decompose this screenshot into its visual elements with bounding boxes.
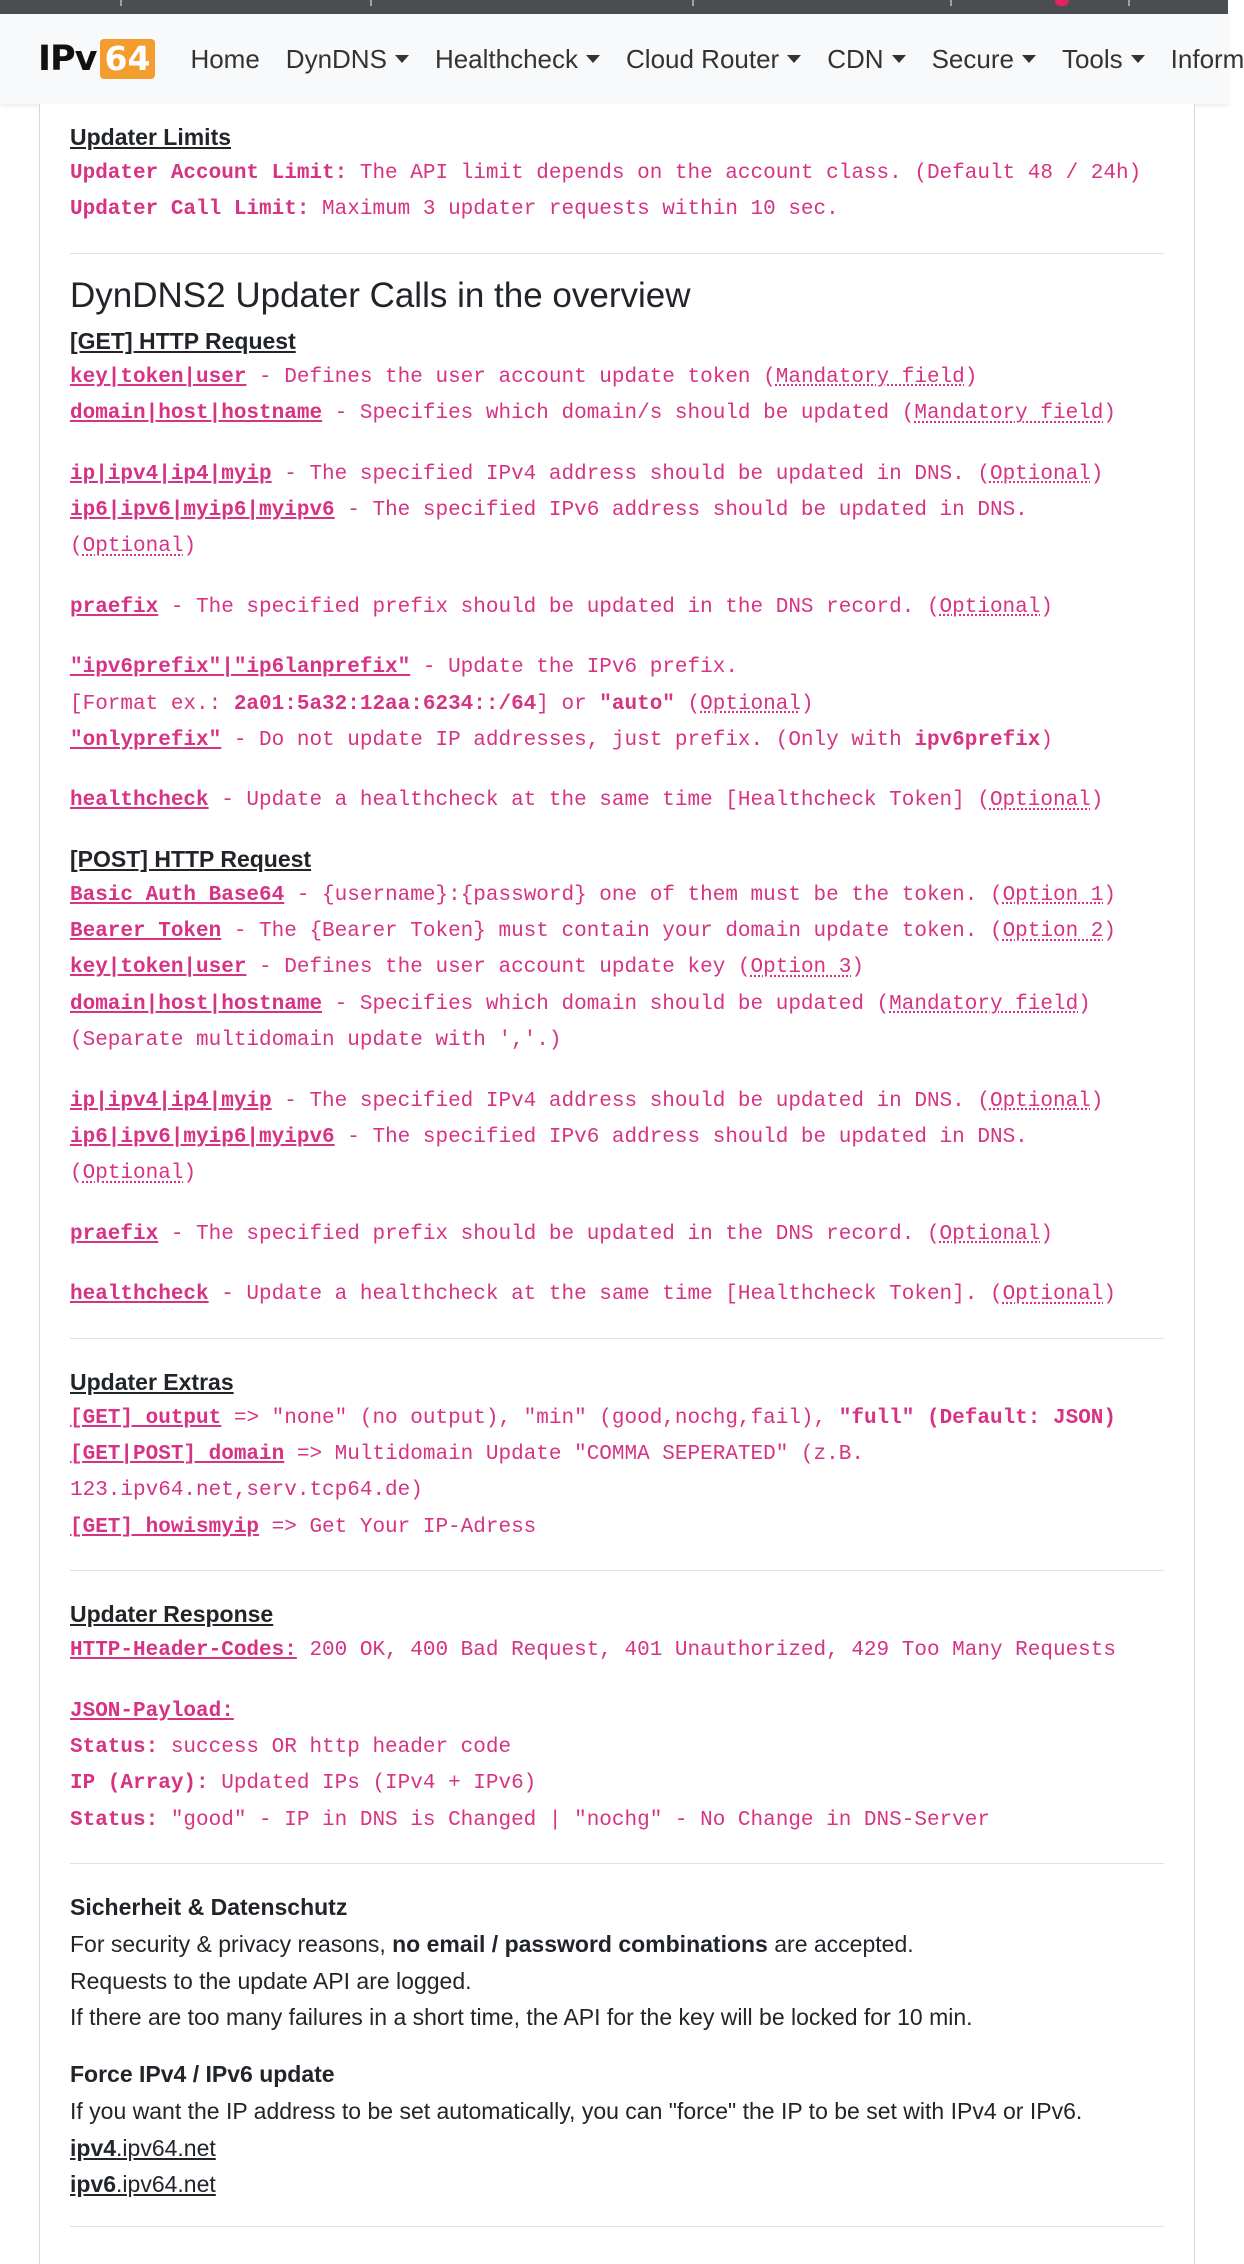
post-request-heading: [POST] HTTP Request — [70, 845, 312, 872]
post-domain-param[interactable]: domain|host|hostname — [70, 992, 323, 1016]
post-ip4-param[interactable]: ip|ipv4|ip4|myip — [70, 1089, 272, 1113]
post-ip4-line: ip|ipv4|ip4|myip - The specified IPv4 address should be updated in DNS. (Optional) — [70, 1089, 1104, 1113]
status-label: Status: — [70, 1735, 159, 1759]
force-ipv6-bold: ipv6 — [70, 2171, 117, 2198]
get-ip6-line — [70, 493, 1164, 529]
nav-cloud-router-label: Cloud Router — [626, 43, 780, 74]
get-request-heading: [GET] HTTP Request — [70, 327, 296, 354]
extras-domain-param[interactable]: [GET|POST] domain — [70, 1442, 285, 1466]
post-ip6-desc: - The specified IPv6 address should be updated in DNS. — [334, 1126, 1028, 1150]
nav-information-label: Inform — [1170, 43, 1244, 74]
get-onlyprefix-line: "onlyprefix" - Do not update IP addresses, just prefix. (Only with ipv6prefix) — [70, 728, 1053, 752]
get-healthcheck-param[interactable]: healthcheck — [70, 789, 209, 813]
mandatory-tag: Mandatory field — [775, 365, 965, 389]
divider — [70, 253, 1164, 254]
get-praefix-param[interactable]: praefix — [70, 595, 159, 619]
overview-heading: DynDNS2 Updater Calls in the overview — [70, 275, 691, 315]
response-codes-line — [70, 1633, 1164, 1669]
option-tag: Option 1 — [1002, 883, 1104, 907]
strip-divider — [950, 0, 952, 6]
docs-content — [70, 118, 1164, 2251]
nav-dyndns-label: DynDNS — [285, 43, 387, 74]
security-line-2: Requests to the update API are logged. — [70, 1967, 472, 1994]
call-limit-line — [70, 192, 1164, 228]
post-separate-line: (Separate multidomain update with ','.) — [70, 1029, 562, 1053]
call-limit-label: Updater Call Limit: — [70, 198, 310, 222]
format-auto: "auto" — [599, 692, 675, 716]
strip-divider — [692, 0, 694, 6]
extras-output-desc: => "none" (no output), "min" (good,nochg,fail), — [221, 1406, 839, 1430]
nav-healthcheck-label: Healthcheck — [434, 43, 579, 74]
status2-label: Status: — [70, 1808, 159, 1832]
post-ip6-line-cont: (Optional) — [70, 1162, 197, 1186]
get-onlyprefix-param[interactable]: "onlyprefix" — [70, 728, 222, 752]
post-praefix-param[interactable]: praefix — [70, 1222, 159, 1246]
notification-dot-icon — [1055, 0, 1069, 6]
response-json-line — [70, 1694, 1164, 1730]
get-domain-param[interactable]: domain|host|hostname — [70, 402, 323, 426]
get-v6prefix-line — [70, 650, 1164, 686]
nav-secure-label: Secure — [931, 43, 1014, 74]
get-ip6-line-cont: (Optional) — [70, 535, 197, 559]
call-limit-text: Maximum 3 updater requests within 10 sec. — [309, 198, 839, 222]
caret-down-icon — [395, 55, 409, 63]
security-heading: Sicherheit & Datenschutz — [70, 1894, 348, 1921]
security-line1-bold: no email / password combinations — [392, 1931, 768, 1958]
security-line-1 — [70, 1926, 1164, 1962]
post-bearer-desc: - The {Bearer Token} must contain your domain update token. ( — [221, 920, 1003, 944]
format-pre: [Format ex.: — [70, 692, 234, 716]
optional-tag: Optional — [989, 789, 1091, 813]
optional-tag: Optional — [700, 692, 801, 716]
strip-divider — [370, 0, 372, 6]
response-codes-label[interactable]: HTTP-Header-Codes: — [70, 1639, 297, 1663]
force-ipv6-line — [70, 2166, 1164, 2202]
extras-howismyip-param[interactable]: [GET] howismyip — [70, 1515, 260, 1539]
optional-tag: Optional — [82, 535, 184, 559]
nav-cloud-router-dropdown[interactable] — [626, 44, 801, 75]
divider — [70, 1863, 1164, 1864]
nav-tools-label: Tools — [1061, 43, 1123, 74]
logo-text: IPv — [38, 39, 97, 79]
option-tag: Option 3 — [750, 956, 852, 980]
get-ip4-line: ip|ipv4|ip4|myip - The specified IPv4 address should be updated in DNS. (Optional) — [70, 462, 1104, 486]
extras-howismyip-line — [70, 1510, 1164, 1546]
security-line1-pre: For security & privacy reasons, — [70, 1931, 393, 1958]
onlyprefix-bold: ipv6prefix — [914, 728, 1041, 752]
force-ipv4-rest: .ipv64.net — [116, 2134, 216, 2161]
response-status-line — [70, 1730, 1164, 1766]
get-key-line: key|token|user - Defines the user account update token (Mandatory field) — [70, 365, 978, 389]
updater-extras-heading: Updater Extras — [70, 1368, 234, 1395]
ip-array-desc: Updated IPs (IPv4 + IPv6) — [208, 1772, 537, 1796]
response-status2-line — [70, 1803, 1164, 1839]
nav-cdn-label: CDN — [827, 43, 884, 74]
post-domain-line: domain|host|hostname - Specifies which domain should be updated (Mandatory field) — [70, 992, 1091, 1016]
post-healthcheck-line: healthcheck - Update a healthcheck at the same time [Healthcheck Token]. (Optional) — [70, 1283, 1116, 1307]
extras-domain-line — [70, 1437, 1164, 1473]
security-line1-post: are accepted. — [767, 1931, 914, 1958]
post-ip6-line — [70, 1120, 1164, 1156]
optional-tag: Optional — [989, 1089, 1091, 1113]
caret-down-icon — [787, 55, 801, 63]
post-key-line: key|token|user - Defines the user account update key (Option 3) — [70, 956, 864, 980]
format-value: 2a01:5a32:12aa:6234::/64 — [233, 692, 537, 716]
extras-domain-line-cont: 123.ipv64.net,serv.tcp64.de) — [70, 1479, 423, 1503]
get-v6prefix-param[interactable]: "ipv6prefix"|"ip6lanprefix" — [70, 656, 411, 680]
post-bearer-param[interactable]: Bearer Token — [70, 920, 222, 944]
post-healthcheck-param[interactable]: healthcheck — [70, 1283, 209, 1307]
divider — [70, 1338, 1164, 1339]
get-praefix-desc: - The specified prefix should be updated in the DNS record. ( — [158, 595, 940, 619]
logo-badge: 64 — [100, 39, 156, 79]
nav-home[interactable] — [190, 44, 259, 75]
format-mid: ] or — [536, 692, 600, 716]
get-ip4-param[interactable]: ip|ipv4|ip4|myip — [70, 462, 272, 486]
mandatory-tag: Mandatory field — [914, 402, 1104, 426]
get-praefix-line: praefix - The specified prefix should be updated in the DNS record. (Optional) — [70, 595, 1053, 619]
force-ipv6-link[interactable] — [70, 2171, 216, 2197]
get-onlyprefix-desc: - Do not update IP addresses, just prefix. (Only with — [221, 728, 915, 752]
optional-tag: Optional — [989, 462, 1091, 486]
optional-tag: Optional — [1002, 1283, 1104, 1307]
extras-howismyip-desc: => Get Your IP-Adress — [259, 1515, 537, 1539]
get-healthcheck-line: healthcheck - Update a healthcheck at the same time [Healthcheck Token] (Optional) — [70, 789, 1104, 813]
nav-tools-dropdown[interactable] — [1062, 44, 1145, 75]
site-logo[interactable] — [38, 37, 155, 81]
post-key-desc: - Defines the user account update key ( — [246, 956, 751, 980]
get-domain-line: domain|host|hostname - Specifies which domain/s should be updated (Mandatory field) — [70, 402, 1116, 426]
extras-output-line — [70, 1401, 1164, 1437]
post-ip4-desc: - The specified IPv4 address should be updated in DNS. ( — [271, 1089, 990, 1113]
get-format-line: [Format ex.: 2a01:5a32:12aa:6234::/64] or "auto" (Optional) — [70, 692, 814, 716]
get-ip6-desc: - The specified IPv6 address should be updated in DNS. — [334, 498, 1028, 522]
ip-array-label: IP (Array): — [70, 1772, 209, 1796]
optional-tag: Optional — [939, 595, 1041, 619]
updater-response-heading: Updater Response — [70, 1601, 274, 1628]
post-domain-desc: - Specifies which domain should be updated ( — [322, 992, 890, 1016]
status2-desc: "good" - IP in DNS is Changed | "nochg" - No Change in DNS-Server — [158, 1808, 990, 1832]
nav-home-label: Home — [190, 43, 260, 74]
nav-healthcheck-dropdown[interactable] — [435, 44, 600, 75]
strip-divider — [1128, 0, 1130, 6]
post-basic-param[interactable]: Basic Auth Base64 — [70, 883, 285, 907]
response-json-label[interactable]: JSON-Payload: — [70, 1699, 234, 1723]
get-v6prefix-desc: - Update the IPv6 prefix. — [410, 656, 738, 680]
mandatory-tag: Mandatory field — [889, 992, 1079, 1016]
post-ip6-param[interactable]: ip6|ipv6|myip6|myipv6 — [70, 1126, 335, 1150]
force-ipv4-bold: ipv4 — [70, 2134, 117, 2161]
extras-domain-desc: => Multidomain Update "COMMA SEPERATED" (z.B. — [284, 1442, 864, 1466]
nav-cdn-dropdown[interactable] — [827, 44, 905, 75]
extras-output-default: "full" (Default: JSON) — [838, 1406, 1116, 1430]
force-ipv6-rest: .ipv64.net — [116, 2171, 216, 2198]
strip-divider — [120, 0, 122, 6]
force-ipv4-link[interactable] — [70, 2135, 216, 2161]
extras-output-param[interactable]: [GET] output — [70, 1406, 222, 1430]
response-ip-line — [70, 1766, 1164, 1802]
response-codes-desc: 200 OK, 400 Bad Request, 401 Unauthorized, 429 Too Many Requests — [296, 1639, 1116, 1663]
divider — [70, 1570, 1164, 1571]
post-key-param[interactable]: key|token|user — [70, 956, 247, 980]
caret-down-icon — [892, 55, 906, 63]
divider — [70, 2226, 1164, 2227]
force-ipv4-line — [70, 2130, 1164, 2166]
post-healthcheck-desc: - Update a healthcheck at the same time [Healthcheck Token]. ( — [208, 1283, 1003, 1307]
account-limit-text: The API limit depends on the account class. (Default 48 / 24h) — [347, 162, 1142, 185]
account-limit-line — [70, 156, 1164, 192]
get-ip4-desc: - The specified IPv4 address should be updated in DNS. ( — [271, 462, 990, 486]
nav-secure-dropdown[interactable] — [932, 44, 1036, 75]
nav-information-dropdown[interactable] — [1171, 44, 1244, 75]
nav-dyndns-dropdown[interactable] — [286, 44, 409, 75]
main-navbar — [0, 14, 1244, 104]
optional-tag: Optional — [939, 1222, 1041, 1246]
caret-down-icon — [1131, 55, 1145, 63]
post-praefix-desc: - The specified prefix should be updated in the DNS record. ( — [158, 1222, 940, 1246]
get-domain-desc: - Specifies which domain/s should be updated ( — [322, 402, 915, 426]
caret-down-icon — [586, 55, 600, 63]
post-basic-line: Basic Auth Base64 - {username}:{password} one of them must be the token. (Option 1) — [70, 883, 1117, 907]
status-desc: success OR http header code — [158, 1735, 512, 1759]
updater-limits-heading: Updater Limits — [70, 124, 232, 150]
force-update-heading: Force IPv4 / IPv6 update — [70, 2061, 335, 2088]
get-ip6-param[interactable]: ip6|ipv6|myip6|myipv6 — [70, 498, 335, 522]
post-praefix-line: praefix - The specified prefix should be updated in the DNS record. (Optional) — [70, 1222, 1053, 1246]
force-update-text: If you want the IP address to be set automatically, you can "force" the IP to be set with IPv4 or IPv6. — [70, 2098, 1083, 2125]
post-basic-desc: - {username}:{password} one of them must be the token. ( — [284, 883, 1003, 907]
browser-top-strip — [0, 0, 1228, 14]
option-tag: Option 2 — [1002, 920, 1104, 944]
get-key-desc: - Defines the user account update token ( — [246, 365, 776, 389]
get-key-param[interactable]: key|token|user — [70, 365, 247, 389]
account-limit-label: Updater Account Limit: — [70, 162, 348, 185]
security-line-3: If there are too many failures in a short time, the API for the key will be locked for 10 min. — [70, 2003, 973, 2030]
caret-down-icon — [1022, 55, 1036, 63]
post-bearer-line: Bearer Token - The {Bearer Token} must contain your domain update token. (Option 2) — [70, 920, 1116, 944]
get-healthcheck-desc: - Update a healthcheck at the same time [Healthcheck Token] ( — [208, 789, 990, 813]
optional-tag: Optional — [82, 1162, 184, 1186]
